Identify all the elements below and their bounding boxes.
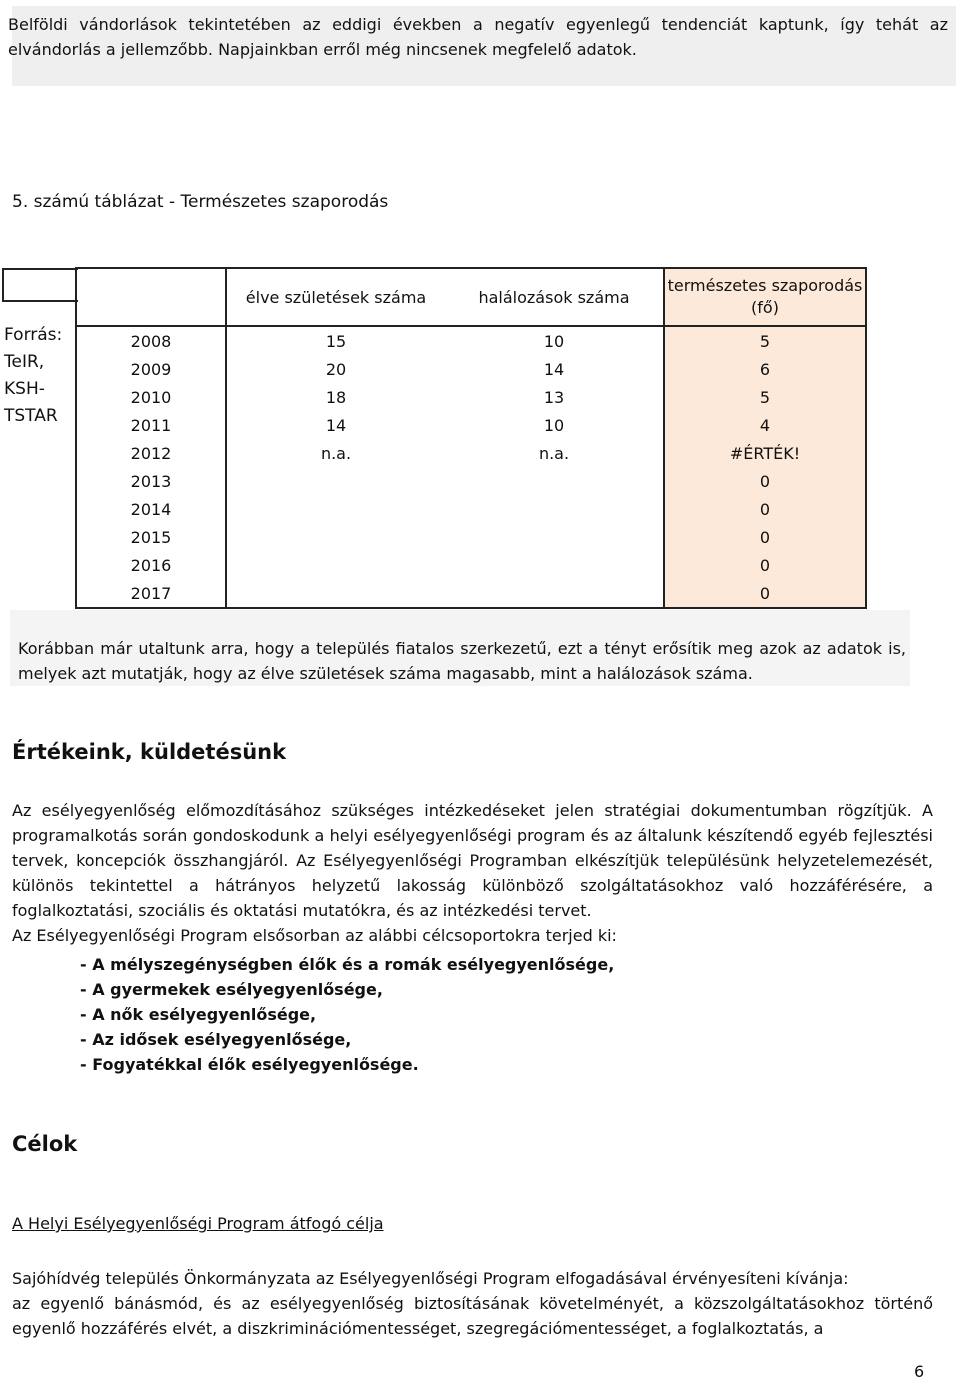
target-groups-intro: Az Esélyegyenlőségi Program elsősorban az alábbi célcsoportokra terjed ki: [12,926,617,945]
table-row [76,579,866,608]
cell-births [226,579,445,608]
table-source [4,322,62,430]
goals-line: Sajóhídvég település Önkormányzata az Esélyegyenlőségi Program elfogadásával érvényesíteni kívánja: [12,1269,849,1288]
cell-deaths [445,523,664,551]
cell-increase: 0 [664,523,866,551]
header-year [76,268,226,326]
cell-increase: 0 [664,467,866,495]
cell-births [226,523,445,551]
cell-year: 2014 [76,495,226,523]
source-line: TeIR, [4,352,45,372]
table-row [76,326,866,355]
cell-deaths: n.a. [538,443,570,463]
table-corner-cell [2,268,78,302]
cell-deaths: 10 [543,331,565,351]
intro-paragraph: Belföldi vándorlások tekintetében az eddigi években a negatív egyenlegű tendenciát kaptunk, így tehát az elvándorlás a jellemzőbb. Napjainkban erről még nincsenek megfelelő adatok. [8,15,948,59]
natural-increase-table [75,267,867,609]
values-section [12,798,933,948]
cell-deaths [445,579,664,608]
table-row [76,439,866,467]
cell-deaths [445,551,664,579]
cell-increase: #ÉRTÉK! [664,439,866,467]
cell-increase: 4 [664,411,866,439]
cell-births: 20 [325,359,347,379]
source-line: TSTAR [4,406,58,426]
cell-increase: 0 [664,551,866,579]
cell-deaths: 10 [543,415,565,435]
cell-increase: 5 [664,326,866,355]
cell-year: 2017 [76,579,226,608]
cell-births [226,467,445,495]
values-heading: Értékeink, küldetésünk [12,740,287,764]
table-row [76,383,866,411]
header-births: élve születések száma [226,268,445,326]
cell-year: 2009 [76,355,226,383]
cell-deaths: 13 [543,387,565,407]
target-group-item: - Az idősek esélyegyenlősége, [80,1030,352,1049]
source-line: KSH- [4,379,45,399]
cell-births [226,551,445,579]
page-number: 6 [914,1362,925,1381]
target-group-item: - A gyermekek esélyegyenlősége, [80,980,383,999]
table-row [76,523,866,551]
cell-births: 18 [325,387,347,407]
cell-increase: 0 [664,579,866,608]
table-header-row [76,268,866,326]
cell-year: 2010 [76,383,226,411]
cell-year: 2016 [76,551,226,579]
table-row [76,467,866,495]
cell-births: n.a. [320,443,352,463]
cell-births: 14 [325,415,347,435]
cell-increase: 5 [664,383,866,411]
table-caption: 5. számú táblázat - Természetes szaporodás [12,192,389,212]
target-group-item: - Fogyatékkal élők esélyegyenlősége. [80,1055,419,1074]
cell-year: 2008 [76,326,226,355]
cell-deaths [445,467,664,495]
source-line: Forrás: [4,325,63,345]
cell-year: 2013 [76,467,226,495]
cell-deaths: 14 [543,359,565,379]
cell-increase: 0 [664,495,866,523]
cell-births [226,495,445,523]
goals-heading: Célok [12,1132,78,1156]
cell-births: 15 [325,331,347,351]
cell-deaths [445,495,664,523]
cell-year: 2011 [76,411,226,439]
table-row [76,355,866,383]
goals-subheading: A Helyi Esélyegyenlőségi Program átfogó célja [12,1214,384,1233]
cell-increase: 6 [664,355,866,383]
table-row [76,551,866,579]
values-paragraph: Az esélyegyenlőség előmozdításához szükséges intézkedéseket jelen stratégiai dokumentumban rögzítjük. A programalkotás során gondoskodunk a helyi esélyegyenlőségi program és az általunk készítendő egyéb fejlesztési tervek, koncepciók összhangjáról. Az Esélyegyenlőségi Programban elkészítjük településünk helyzetelemezését, különös tekintettel a hátrányos helyzetű lakosság különböző szolgáltatásokhoz való hozzáférésére, a foglalkoztatási, szociális és oktatási mutatókra, és az intézkedési tervet. [12,801,933,920]
header-natural-increase: természetes szaporodás (fő) [664,268,866,326]
table-row [76,495,866,523]
table-row [76,411,866,439]
header-deaths: halálozások száma [445,268,664,326]
cell-year: 2015 [76,523,226,551]
cell-year: 2012 [76,439,226,467]
note-paragraph: Korábban már utaltunk arra, hogy a település fiatalos szerkezetű, ezt a tényt erősítik meg azok az adatok is, melyek azt mutatják, hogy az élve születések száma magasabb, mint a halálozások száma. [18,639,906,683]
target-group-item: - A mélyszegénységben élők és a romák esélyegyenlősége, [80,955,615,974]
target-group-item: - A nők esélyegyenlősége, [80,1005,317,1024]
goals-section [12,1266,933,1341]
goals-paragraph: az egyenlő bánásmód, és az esélyegyenlőség biztosításának követelményét, a közszolgáltatásokhoz történő egyenlő hozzáférés elvét, a diszkriminációmentességet, szegregációmentességet, a foglalkoztatás, a [12,1294,933,1338]
